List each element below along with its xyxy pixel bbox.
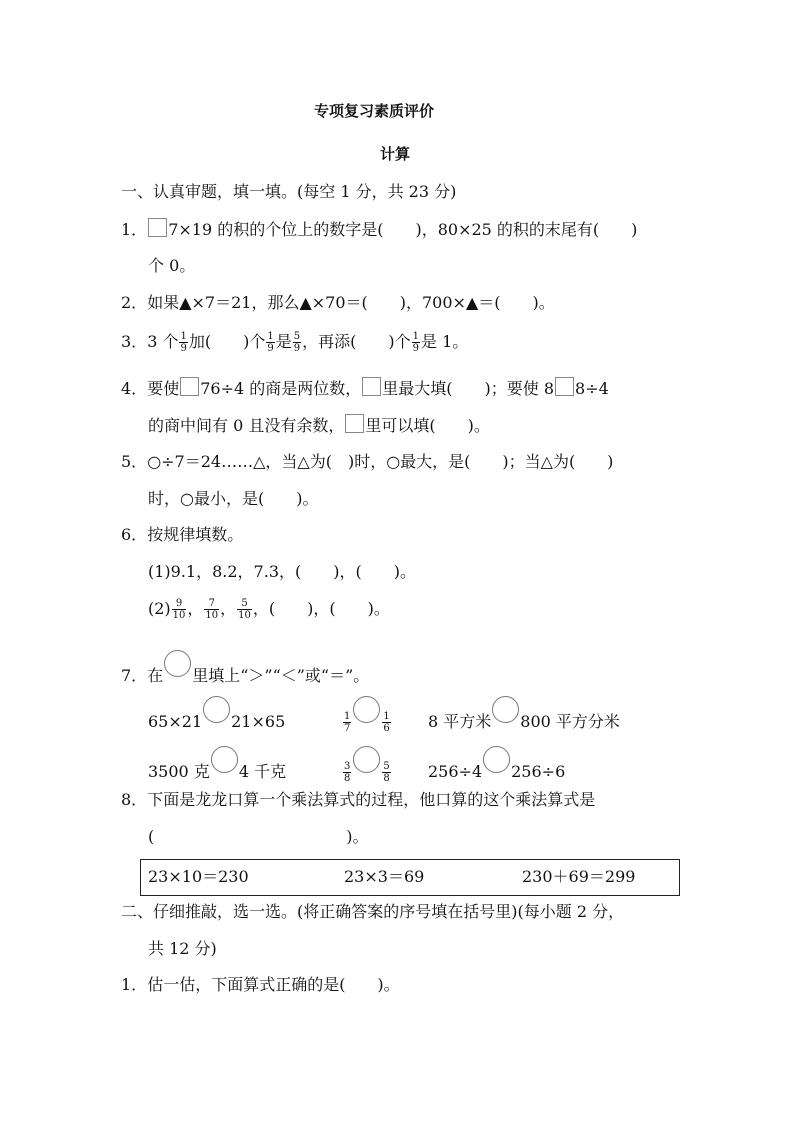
- compare-circle[interactable]: [164, 650, 191, 677]
- page-title: 专项复习素质评价: [314, 102, 435, 120]
- q3-text: 是: [275, 332, 292, 351]
- q5-text: ○÷7＝24……△，当△为( )时，○最大，是( )；当△为( ): [147, 452, 614, 471]
- q3-text: 是 1。: [420, 332, 469, 351]
- section2-heading: 二、仔细推敲，选一选。(将正确答案的序号填在括号里)(每小题 2 分，: [121, 902, 625, 921]
- section2-question-1: [121, 974, 400, 996]
- answer-box[interactable]: [555, 377, 574, 396]
- q7-expr: 21×65: [231, 712, 286, 731]
- q7-expr: 65×21: [148, 712, 203, 731]
- question-6: [121, 524, 243, 546]
- s2q1-text: 估一估，下面算式正确的是( )。: [147, 975, 400, 994]
- question-5-cont: 时，○最小，是( )。: [148, 489, 319, 508]
- q7-number: 7．: [121, 666, 148, 685]
- compare-circle[interactable]: [353, 746, 380, 773]
- q1-text: 7×19 的积的个位上的数字是( )，80×25 的积的末尾有( ): [168, 220, 638, 239]
- q6-number: 6．: [121, 525, 148, 544]
- question-8: [121, 789, 595, 811]
- q7-expr: 256÷6: [511, 762, 566, 781]
- compare-circle[interactable]: [203, 696, 230, 723]
- q1-number: 1．: [121, 220, 148, 239]
- q7-row2-col2: [342, 746, 392, 784]
- question-4: [121, 377, 609, 400]
- s2q1-number: 1．: [121, 975, 148, 994]
- q6-text: ，( )，( )。: [252, 599, 390, 618]
- q4-text: 里最大填( )；要使 8: [382, 379, 555, 398]
- fraction: $\frac{1}{9}$: [180, 331, 187, 354]
- question-1-cont: 个 0。: [148, 256, 196, 275]
- compare-circle[interactable]: [492, 696, 519, 723]
- q7-expr: 800 平方分米: [520, 712, 620, 731]
- question-6-sub1: (1)9.1，8.2，7.3，( )，( )。: [148, 562, 416, 581]
- q7-expr: 4 千克: [238, 762, 287, 781]
- q6-text: 按规律填数。: [147, 525, 244, 544]
- q4-text: 76÷4 的商是两位数，: [200, 379, 362, 398]
- fraction: $\frac{1}{7}$: [344, 711, 351, 734]
- question-7: [121, 650, 369, 687]
- fraction: $\frac{1}{9}$: [267, 331, 274, 354]
- q3-text: ，再添( )个: [302, 332, 411, 351]
- question-5: [121, 451, 613, 473]
- q3-text: 加( )个: [188, 332, 266, 351]
- fraction: $\frac{5}{9}$: [293, 331, 301, 354]
- question-1: [121, 218, 637, 241]
- fraction: $\frac{1}{6}$: [383, 711, 390, 734]
- answer-box[interactable]: [362, 377, 381, 396]
- q3-text: 3 个: [147, 332, 179, 351]
- compare-circle[interactable]: [211, 746, 238, 773]
- q7-text: 在: [147, 666, 164, 685]
- q4-text: 里可以填( )。: [365, 416, 490, 435]
- answer-box[interactable]: [345, 414, 364, 433]
- q7-text: 里填上“＞”“＜”或“＝”。: [192, 666, 370, 685]
- q4-text: 8÷4: [575, 379, 609, 398]
- question-4-cont: [148, 414, 490, 437]
- section2-heading-cont: 共 12 分): [148, 939, 217, 958]
- fraction: $\frac{9}{10}$: [172, 598, 186, 621]
- calculation-steps-box: [140, 859, 680, 896]
- question-6-sub2: (2) $\frac{9}{10}$ ， $\frac{7}{10}$ ， $\frac{5}{10}$ ，( )，( )。: [148, 598, 390, 621]
- q7-expr: 256÷4: [428, 762, 483, 781]
- q2-number: 2．: [121, 293, 148, 312]
- question-2: [121, 292, 555, 314]
- q4-text: 的商中间有 0 且没有余数，: [148, 416, 345, 435]
- fraction: $\frac{5}{10}$: [238, 598, 251, 621]
- q3-number: 3．: [121, 332, 148, 351]
- q7-row1-col2: [342, 696, 392, 734]
- q2-text: 如果▲×7＝21，那么▲×70＝( )，700×▲＝( )。: [147, 293, 555, 312]
- question-8-cont: ( )。: [148, 827, 369, 846]
- calc-step-1: 23×10＝230: [148, 867, 249, 886]
- fraction: $\frac{1}{9}$: [412, 331, 419, 354]
- section1-heading: 一、认真审题，填一填。(每空 1 分，共 23 分): [121, 182, 457, 201]
- fraction: $\frac{7}{10}$: [205, 598, 219, 621]
- question-3: [121, 331, 468, 354]
- calc-step-2: 23×3＝69: [344, 867, 425, 886]
- compare-circle[interactable]: [483, 746, 510, 773]
- q5-number: 5．: [121, 452, 148, 471]
- q7-expr: 8 平方米: [428, 712, 492, 731]
- q8-text: 下面是龙龙口算一个乘法算式的过程，他口算的这个乘法算式是: [147, 790, 596, 809]
- fraction: $\frac{3}{8}$: [344, 761, 351, 784]
- q8-number: 8．: [121, 790, 148, 809]
- q4-number: 4．: [121, 379, 148, 398]
- page-subtitle: 计算: [380, 145, 411, 163]
- q7-row2-col1: [148, 746, 286, 783]
- q6-text: (2): [148, 599, 171, 618]
- answer-box[interactable]: [180, 377, 199, 396]
- q7-row2-col3: [428, 746, 565, 783]
- q7-row1-col1: [148, 696, 285, 733]
- q4-text: 要使: [147, 379, 180, 398]
- compare-circle[interactable]: [353, 696, 380, 723]
- calc-step-3: 230＋69＝299: [522, 867, 636, 886]
- fraction: $\frac{5}{8}$: [383, 761, 390, 784]
- q7-expr: 3500 克: [148, 762, 210, 781]
- answer-box[interactable]: [148, 218, 167, 237]
- q7-row1-col3: [428, 696, 620, 733]
